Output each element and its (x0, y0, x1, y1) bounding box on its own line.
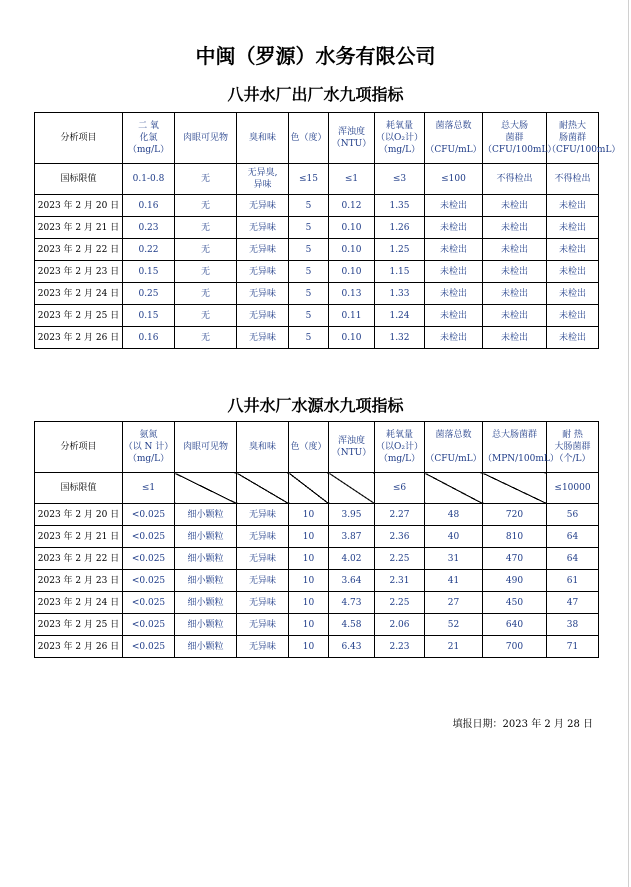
header-cell (547, 113, 621, 164)
value-cell: 64 (547, 526, 599, 548)
value-cell: 0.12 (329, 195, 375, 217)
limit-cell (483, 473, 547, 504)
header-row (35, 113, 599, 164)
value-cell: 未检出 (425, 195, 483, 217)
value-cell: 2.36 (375, 526, 425, 548)
table-row (35, 592, 599, 614)
value-cell: 未检出 (483, 327, 547, 349)
header-line: 耐热大 (558, 121, 586, 131)
value-cell: 41 (425, 570, 483, 592)
date-cell: 2023 年 2 月 24 日 (35, 592, 123, 614)
value-cell: 细小颗粒 (175, 548, 237, 570)
limit-cell (425, 473, 483, 504)
value-cell: 未检出 (425, 305, 483, 327)
header-cell (123, 113, 175, 164)
header-line: 分析项目 (60, 133, 97, 143)
value-cell: 未检出 (483, 195, 547, 217)
header-line (425, 441, 482, 453)
limit-cell: ≤1 (329, 164, 375, 195)
header-cell (425, 422, 483, 473)
limit-cell: 不得检出 (483, 164, 547, 195)
header-cell (289, 113, 329, 164)
header-cell (35, 422, 123, 473)
value-cell: <0.025 (123, 636, 175, 658)
header-line: 臭和味 (248, 442, 276, 452)
value-cell: 细小颗粒 (175, 526, 237, 548)
source-water-table (34, 421, 599, 658)
table2-title: 八井水厂水源水九项指标 (227, 396, 404, 415)
value-cell: 1.32 (375, 327, 425, 349)
value-cell: 0.10 (329, 261, 375, 283)
header-line: （mg/L） (127, 454, 170, 464)
value-cell: <0.025 (123, 592, 175, 614)
value-cell: 未检出 (483, 283, 547, 305)
value-cell: 未检出 (547, 239, 599, 261)
value-cell: 未检出 (483, 217, 547, 239)
header-line: 肉眼可见物 (182, 442, 228, 452)
value-cell: 490 (483, 570, 547, 592)
header-line: 二 氧 (138, 121, 159, 131)
table-row (35, 614, 599, 636)
value-cell: 2.31 (375, 570, 425, 592)
value-cell: 2.06 (375, 614, 425, 636)
value-cell: 5 (289, 217, 329, 239)
value-cell: 未检出 (547, 195, 599, 217)
value-cell: 2.23 (375, 636, 425, 658)
value-cell: 0.16 (123, 195, 175, 217)
value-cell: 1.33 (375, 283, 425, 305)
table-row (35, 239, 599, 261)
limit-label: 国标限值 (35, 164, 123, 195)
value-cell: 71 (547, 636, 599, 658)
value-cell: 无异味 (237, 327, 289, 349)
header-line: 大肠菌群 (554, 442, 591, 452)
value-cell: 未检出 (483, 261, 547, 283)
table-row (35, 636, 599, 658)
value-cell: 1.15 (375, 261, 425, 283)
value-cell: 21 (425, 636, 483, 658)
value-cell: 0.10 (329, 327, 375, 349)
value-cell: 3.95 (329, 504, 375, 526)
value-cell: 40 (425, 526, 483, 548)
value-cell: 无 (175, 261, 237, 283)
header-line: （mg/L） (127, 145, 170, 155)
date-cell: 2023 年 2 月 21 日 (35, 217, 123, 239)
value-cell: 38 (547, 614, 599, 636)
table-row (35, 283, 599, 305)
value-cell: 0.10 (329, 239, 375, 261)
value-cell: 2.25 (375, 548, 425, 570)
date-cell: 2023 年 2 月 26 日 (35, 327, 123, 349)
table-row (35, 195, 599, 217)
value-cell: 无异味 (237, 592, 289, 614)
value-cell: 无异味 (237, 195, 289, 217)
value-cell: 47 (547, 592, 599, 614)
header-line: （个/L） (554, 454, 591, 464)
value-cell: 10 (289, 548, 329, 570)
header-line: （CFU/mL） (425, 145, 482, 155)
limit-cell (237, 473, 289, 504)
date-cell: 2023 年 2 月 23 日 (35, 570, 123, 592)
value-cell: 1.24 (375, 305, 425, 327)
header-line: （mg/L） (378, 145, 421, 155)
table-row (35, 327, 599, 349)
header-line: 耗氧量 (385, 121, 413, 131)
value-cell: 5 (289, 239, 329, 261)
header-line: 耗氧量 (385, 430, 413, 440)
limit-cell: ≤3 (375, 164, 425, 195)
header-line: 肠菌群 (558, 133, 586, 143)
value-cell: 2.27 (375, 504, 425, 526)
header-line: （NTU） (331, 448, 372, 458)
limit-cell: ≤10000 (547, 473, 599, 504)
value-cell: 0.15 (123, 305, 175, 327)
value-cell: 470 (483, 548, 547, 570)
value-cell: 10 (289, 504, 329, 526)
date-cell: 2023 年 2 月 23 日 (35, 261, 123, 283)
limit-cell: ≤100 (425, 164, 483, 195)
value-cell: 未检出 (425, 217, 483, 239)
date-cell: 2023 年 2 月 24 日 (35, 283, 123, 305)
header-line: （CFU/mL） (425, 454, 482, 464)
header-cell (483, 422, 559, 473)
header-line (483, 441, 546, 453)
header-line: （CFU/100mL） (483, 145, 557, 155)
table-row (35, 305, 599, 327)
value-cell: 5 (289, 305, 329, 327)
value-cell: 4.73 (329, 592, 375, 614)
limit-label: 国标限值 (35, 473, 123, 504)
limit-row (35, 473, 599, 504)
value-cell: 2.25 (375, 592, 425, 614)
header-cell (483, 113, 557, 164)
value-cell: 64 (547, 548, 599, 570)
value-cell: <0.025 (123, 614, 175, 636)
value-cell: 4.02 (329, 548, 375, 570)
header-cell (289, 422, 329, 473)
value-cell: 未检出 (547, 261, 599, 283)
header-cell (237, 113, 289, 164)
value-cell: 10 (289, 570, 329, 592)
value-cell: 0.25 (123, 283, 175, 305)
header-line: （CFU/100mL） (547, 145, 621, 155)
header-line: 肉眼可见物 (182, 133, 228, 143)
value-cell: 6.43 (329, 636, 375, 658)
value-cell: 无 (175, 305, 237, 327)
value-cell: 未检出 (483, 305, 547, 327)
header-line: 菌落总数 (435, 121, 472, 131)
value-cell: 0.23 (123, 217, 175, 239)
header-line: （mg/L） (378, 454, 421, 464)
value-cell: 细小颗粒 (175, 504, 237, 526)
table1-title: 八井水厂出厂水九项指标 (227, 85, 404, 104)
value-cell: 无 (175, 239, 237, 261)
value-cell: 450 (483, 592, 547, 614)
value-cell: 4.58 (329, 614, 375, 636)
value-cell: 0.13 (329, 283, 375, 305)
value-cell: 31 (425, 548, 483, 570)
header-line: 色（度） (290, 442, 327, 452)
header-line: 臭和味 (248, 133, 276, 143)
date-cell: 2023 年 2 月 20 日 (35, 504, 123, 526)
header-cell (175, 422, 237, 473)
header-line: （MPN/100mL） (483, 454, 559, 464)
value-cell: 细小颗粒 (175, 636, 237, 658)
table-row (35, 217, 599, 239)
limit-cell: ≤15 (289, 164, 329, 195)
header-line: 菌落总数 (435, 430, 472, 440)
value-cell: 无异味 (237, 305, 289, 327)
value-cell: 27 (425, 592, 483, 614)
date-cell: 2023 年 2 月 25 日 (35, 305, 123, 327)
header-line: （以O₂计） (376, 133, 423, 143)
value-cell: 810 (483, 526, 547, 548)
value-cell: 无 (175, 195, 237, 217)
value-cell: 61 (547, 570, 599, 592)
header-cell (35, 113, 123, 164)
value-cell: 48 (425, 504, 483, 526)
header-line: （NTU） (331, 139, 372, 149)
value-cell: 无异味 (237, 261, 289, 283)
limit-cell: 0.1-0.8 (123, 164, 175, 195)
value-cell: 3.64 (329, 570, 375, 592)
value-cell: 无异味 (237, 239, 289, 261)
value-cell: 5 (289, 261, 329, 283)
value-cell: 5 (289, 195, 329, 217)
value-cell: 10 (289, 526, 329, 548)
header-cell (329, 113, 375, 164)
value-cell: 1.25 (375, 239, 425, 261)
value-cell: <0.025 (123, 526, 175, 548)
header-line: 色（度） (290, 133, 327, 143)
header-cell (329, 422, 375, 473)
value-cell: 3.87 (329, 526, 375, 548)
header-line: （以O₂计） (376, 442, 423, 452)
value-cell: 无异味 (237, 217, 289, 239)
header-line: 化氯 (139, 133, 158, 143)
limit-cell (329, 473, 375, 504)
header-line (425, 132, 482, 144)
date-cell: 2023 年 2 月 20 日 (35, 195, 123, 217)
limit-cell (175, 473, 237, 504)
value-cell: 0.10 (329, 217, 375, 239)
header-row (35, 422, 599, 473)
value-cell: 细小颗粒 (175, 592, 237, 614)
company-title: 中闽（罗源）水务有限公司 (195, 44, 436, 68)
value-cell: 无异味 (237, 636, 289, 658)
limit-cell (289, 473, 329, 504)
value-cell: 无异味 (237, 504, 289, 526)
date-cell: 2023 年 2 月 22 日 (35, 239, 123, 261)
value-cell: 无异味 (237, 570, 289, 592)
value-cell: <0.025 (123, 570, 175, 592)
value-cell: 未检出 (547, 327, 599, 349)
value-cell: 52 (425, 614, 483, 636)
page-edge (628, 0, 629, 887)
value-cell: 无 (175, 217, 237, 239)
header-cell (425, 113, 483, 164)
value-cell: 10 (289, 592, 329, 614)
header-line: （以 N 计） (123, 442, 174, 452)
value-cell: 未检出 (425, 261, 483, 283)
date-cell: 2023 年 2 月 21 日 (35, 526, 123, 548)
value-cell: 未检出 (483, 239, 547, 261)
value-cell: 5 (289, 327, 329, 349)
value-cell: 未检出 (425, 239, 483, 261)
value-cell: 未检出 (425, 327, 483, 349)
value-cell: 56 (547, 504, 599, 526)
value-cell: 未检出 (547, 305, 599, 327)
limit-cell: 不得检出 (547, 164, 599, 195)
value-cell: 0.11 (329, 305, 375, 327)
header-line: 耐 热 (562, 430, 583, 440)
finished-water-table (34, 112, 621, 349)
value-cell: 未检出 (547, 217, 599, 239)
header-cell (175, 113, 237, 164)
limit-cell: 无 (175, 164, 237, 195)
header-cell (547, 422, 599, 473)
limit-cell: ≤6 (375, 473, 425, 504)
table-row (35, 548, 599, 570)
limit-cell: 无异臭, 异味 (237, 164, 289, 195)
value-cell: 0.16 (123, 327, 175, 349)
header-line: 氨氮 (139, 430, 158, 440)
value-cell: 0.15 (123, 261, 175, 283)
date-cell: 2023 年 2 月 26 日 (35, 636, 123, 658)
header-cell (375, 113, 425, 164)
limit-cell: ≤1 (123, 473, 175, 504)
date-cell: 2023 年 2 月 25 日 (35, 614, 123, 636)
header-line: 菌群 (505, 133, 524, 143)
table-row (35, 526, 599, 548)
header-line: 分析项目 (60, 442, 97, 452)
value-cell: 10 (289, 614, 329, 636)
table-row (35, 504, 599, 526)
value-cell: 700 (483, 636, 547, 658)
table-row (35, 570, 599, 592)
limit-row (35, 164, 599, 195)
value-cell: 细小颗粒 (175, 614, 237, 636)
fill-date: 填报日期：2023 年 2 月 28 日 (452, 719, 593, 730)
date-cell: 2023 年 2 月 22 日 (35, 548, 123, 570)
value-cell: 无 (175, 327, 237, 349)
value-cell: 细小颗粒 (175, 570, 237, 592)
value-cell: 无异味 (237, 526, 289, 548)
value-cell: 10 (289, 636, 329, 658)
value-cell: 无 (175, 283, 237, 305)
value-cell: 无异味 (237, 548, 289, 570)
value-cell: 1.26 (375, 217, 425, 239)
value-cell: 未检出 (547, 283, 599, 305)
value-cell: 640 (483, 614, 547, 636)
value-cell: <0.025 (123, 504, 175, 526)
value-cell: 0.22 (123, 239, 175, 261)
value-cell: 720 (483, 504, 547, 526)
header-cell (375, 422, 425, 473)
value-cell: 5 (289, 283, 329, 305)
value-cell: 无异味 (237, 283, 289, 305)
header-line: 浑浊度 (337, 127, 365, 137)
value-cell: 1.35 (375, 195, 425, 217)
header-line: 浑浊度 (337, 436, 365, 446)
value-cell: 未检出 (425, 283, 483, 305)
header-cell (123, 422, 175, 473)
table-row (35, 261, 599, 283)
header-cell (237, 422, 289, 473)
value-cell: 无异味 (237, 614, 289, 636)
header-line: 总大肠 (500, 121, 528, 131)
header-line: 总大肠菌群 (491, 430, 537, 440)
value-cell: <0.025 (123, 548, 175, 570)
